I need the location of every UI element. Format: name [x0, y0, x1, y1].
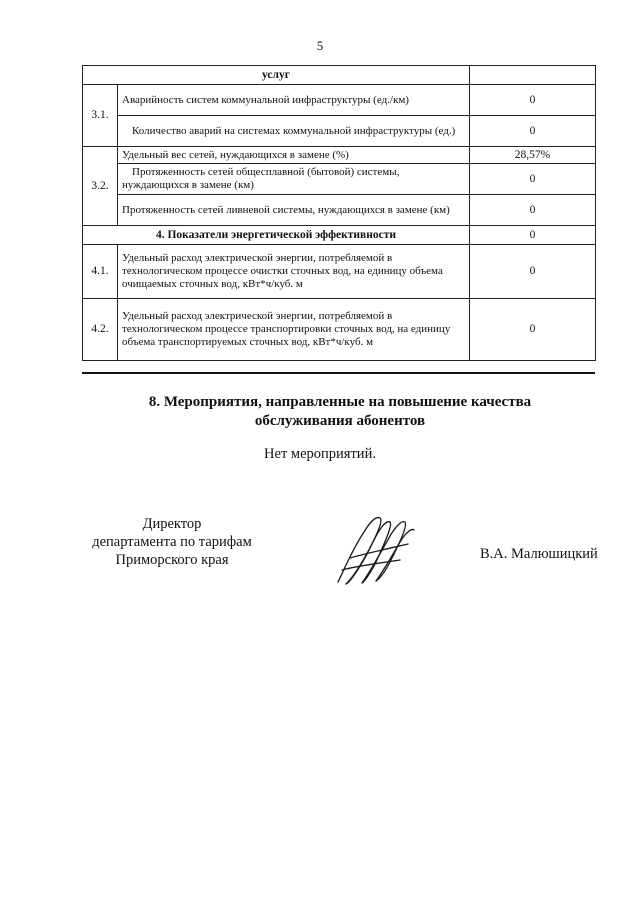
signatory-title [72, 515, 272, 569]
row-number: 4.1. [83, 245, 118, 299]
table-row [83, 226, 596, 245]
table-row [83, 195, 596, 226]
section-heading-line: 8. Мероприятия, направленные на повышение качества [148, 394, 532, 410]
indicator-description: Протяженность сетей ливневой системы, нуждающихся в замене (км) [118, 195, 470, 226]
indicator-value: 28,57% [470, 147, 596, 164]
indicator-value: 0 [470, 299, 596, 361]
table-row [83, 116, 596, 147]
indicator-value: 0 [470, 116, 596, 147]
table-row [83, 66, 596, 85]
table-row [83, 164, 596, 195]
section-header-value: 0 [470, 226, 596, 245]
indicator-description: Количество аварий на системах коммунальной инфраструктуры (ед.) [118, 116, 470, 147]
table-row [83, 85, 596, 116]
section-heading-line: обслуживания абонентов [254, 413, 426, 429]
indicator-value: 0 [470, 245, 596, 299]
indicator-description: Удельный расход электрической энергии, потребляемой в технологическом процессе транспортировки сточных вод, на единицу объема транспортируемых сточных вод, кВт*ч/куб. м [118, 299, 470, 361]
table-row [83, 299, 596, 361]
indicator-value: 0 [470, 85, 596, 116]
indicator-description: Аварийность систем коммунальной инфраструктуры (ед./км) [118, 85, 470, 116]
indicator-value: 0 [470, 195, 596, 226]
table-header-cell: услуг [83, 66, 470, 85]
signatory-title-line: Директор [142, 516, 202, 532]
indicator-description: Удельный расход электрической энергии, потребляемой в технологическом процессе очистки сточных вод, на единицу объема очищаемых сточных вод, кВт*ч/куб. м [118, 245, 470, 299]
section-body: Нет мероприятий. [264, 446, 376, 462]
section-header-cell: 4. Показатели энергетической эффективности [83, 226, 470, 245]
indicators-table [82, 65, 596, 361]
indicator-description: Протяженность сетей общесплавной (бытовой) системы, нуждающихся в замене (км) [118, 164, 470, 195]
page-number: 5 [316, 38, 324, 53]
row-number: 3.1. [83, 85, 118, 147]
indicator-value: 0 [470, 164, 596, 195]
indicator-description: Удельный вес сетей, нуждающихся в замене (%) [118, 147, 470, 164]
signatory-title-line: Приморского края [115, 552, 229, 568]
row-number: 3.2. [83, 147, 118, 226]
section-heading [80, 393, 600, 431]
table-bottom-rule [82, 372, 595, 374]
signatory-title-line: департамента по тарифам [92, 534, 252, 550]
table-row [83, 245, 596, 299]
table-header-value [470, 66, 596, 85]
row-number: 4.2. [83, 299, 118, 361]
handwritten-signature-icon [330, 510, 420, 590]
table-row [83, 147, 596, 164]
signatory-name: В.А. Малюшицкий [480, 546, 598, 562]
